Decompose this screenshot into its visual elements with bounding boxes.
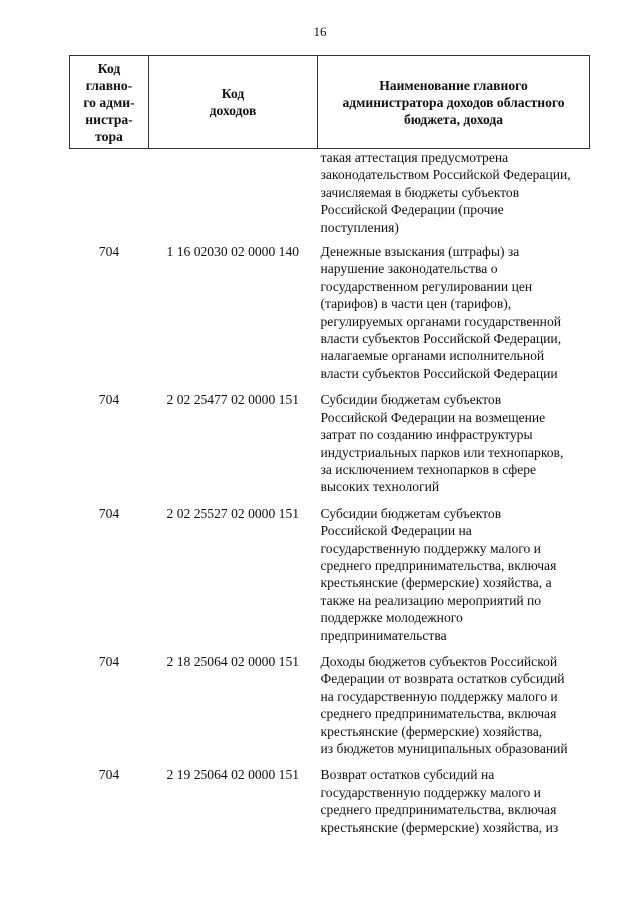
header-revenue-code [149, 56, 318, 149]
name-line: государственную поддержку малого и [320, 540, 541, 556]
name-line: Субсидии бюджетам субъектов [320, 392, 502, 408]
table-row [70, 762, 590, 841]
name-line: Российской Федерации на возмещение [320, 409, 546, 425]
admin-code-cell: 704 [98, 244, 120, 260]
revenue-name-cell [318, 149, 590, 240]
table-row-continuation [70, 149, 590, 240]
header-admin-code [70, 56, 149, 149]
name-line: поддержке молодежного [320, 610, 463, 626]
name-line: государственном регулировании цен [320, 278, 533, 294]
header-line: Код [221, 86, 245, 101]
name-line: индустриальных парков или технопарков, [320, 444, 564, 460]
revenue-code-cell: 2 18 25064 02 0000 151 [166, 653, 300, 669]
header-line: тора [95, 128, 123, 144]
revenue-code-cell [149, 149, 318, 240]
name-line: Субсидии бюджетам субъектов [320, 505, 502, 521]
header-line: го адми- [83, 94, 135, 110]
page-number: 16 [313, 24, 327, 39]
name-line: Российской Федерации на [320, 523, 472, 539]
name-line: Российской Федерации (прочие [320, 202, 504, 218]
admin-code-cell: 704 [98, 505, 120, 521]
name-line: налагаемые органами исполнительной [320, 348, 545, 364]
revenue-code-cell: 1 16 02030 02 0000 140 [166, 244, 300, 260]
name-line: Доходы бюджетов субъектов Российской [320, 653, 558, 669]
table-row [70, 501, 590, 649]
name-line: государственную поддержку малого и [320, 784, 541, 800]
admin-code-cell: 704 [98, 653, 120, 669]
header-line: бюджета, дохода [403, 111, 504, 127]
name-line: нарушение законодательства о [320, 261, 498, 277]
header-line: нистра- [85, 111, 133, 127]
table-header-row [70, 56, 590, 149]
header-line: Код [97, 60, 121, 76]
revenue-code-cell: 2 02 25477 02 0000 151 [166, 392, 300, 408]
table-row [70, 649, 590, 762]
name-line: затрат по созданию инфраструктуры [320, 427, 533, 443]
name-line: законодательством Российской Федерации, [320, 167, 571, 183]
revenue-code-cell: 2 19 25064 02 0000 151 [166, 767, 300, 783]
name-line: Федерации от возврата остатков субсидий [320, 671, 565, 687]
name-line: из бюджетов муниципальных образований [320, 741, 568, 756]
table-row [70, 239, 590, 387]
name-line: на государственную поддержку малого и [320, 688, 558, 704]
revenue-table [69, 55, 590, 841]
name-line: предпринимательства [320, 627, 447, 643]
name-line: регулируемых органами государственной [320, 313, 562, 329]
revenue-name-cell [318, 387, 590, 500]
name-line: среднего предпринимательства, включая [320, 557, 557, 573]
name-line: крестьянские (фермерские) хозяйства, [320, 723, 543, 739]
name-line: за исключением технопарков в сфере [320, 461, 537, 477]
name-line: среднего предпринимательства, включая [320, 802, 557, 818]
header-name [318, 56, 590, 149]
revenue-code-cell: 2 02 25527 02 0000 151 [166, 505, 300, 521]
name-line: поступления) [320, 219, 399, 235]
name-line: крестьянские (фермерские) хозяйства, из [320, 819, 559, 835]
header-line: главно- [85, 77, 133, 93]
admin-code-cell: 704 [98, 392, 120, 408]
name-line: власти субъектов Российской Федерации [320, 365, 558, 381]
name-line: среднего предпринимательства, включая [320, 706, 557, 722]
revenue-name-cell [318, 649, 590, 762]
name-line: такая аттестация предусмотрена [320, 150, 509, 165]
header-line: Наименование главного [379, 77, 528, 93]
revenue-name-cell [318, 501, 590, 649]
name-line: зачисляемая в бюджеты субъектов [320, 184, 520, 200]
name-line: Денежные взыскания (штрафы) за [320, 244, 520, 260]
name-line: высоких технологий [320, 479, 440, 495]
revenue-name-cell [318, 239, 590, 387]
name-line: Возврат остатков субсидий на [320, 767, 495, 783]
header-line: доходов [209, 103, 257, 118]
table-row [70, 387, 590, 500]
name-line: власти субъектов Российской Федерации, [320, 331, 562, 347]
admin-code-cell: 704 [98, 767, 120, 783]
name-line: также на реализацию мероприятий по [320, 592, 542, 608]
admin-code-cell [70, 149, 149, 240]
name-line: крестьянские (фермерские) хозяйства, а [320, 575, 552, 591]
name-line: (тарифов) в части цен (тарифов), [320, 296, 512, 312]
header-line: администратора доходов областного [342, 94, 565, 110]
revenue-name-cell [318, 762, 590, 841]
